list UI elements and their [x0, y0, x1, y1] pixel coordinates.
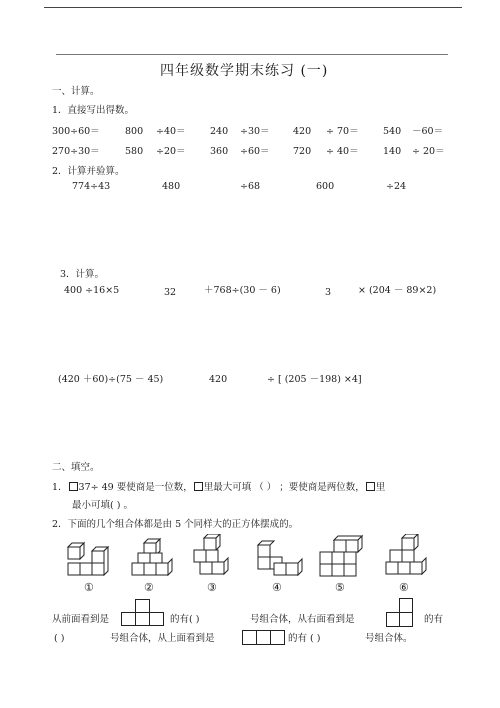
oral-cell: 420 [293, 126, 312, 137]
q3-item: ÷ [ (205 －198) ×4] [267, 374, 362, 385]
q2-label: 2．计算并验算。 [52, 166, 125, 177]
view-question-text: 从前面看到是 [52, 614, 110, 625]
figure-number: ② [144, 581, 154, 594]
fill-q1-number: 1． [52, 482, 68, 493]
oral-cell: ÷ 40＝ [326, 146, 359, 157]
view-question-text: 的有 ( ) [288, 633, 321, 644]
view-question-text: 号组合体，从右面看到是 [250, 614, 355, 625]
top-view-shape-icon [242, 630, 286, 646]
section1-heading: 一、计算。 [52, 86, 100, 97]
q3-item: 420 [209, 374, 228, 385]
figure-number: ⑥ [399, 581, 409, 594]
oral-cell: 270÷30＝ [52, 146, 100, 157]
view-question-text: ( ) [54, 633, 65, 644]
cube-figure-5 [316, 534, 368, 578]
view-question-text: 号组合体。 [365, 633, 413, 644]
oral-cell: 140 [383, 146, 402, 157]
q3-item: 400 ÷16×5 [64, 285, 120, 296]
oral-cell: ÷40＝ [156, 126, 186, 137]
q2-item: ÷68 [240, 181, 261, 192]
q3-label: 3．计算。 [60, 269, 105, 280]
answer-square-icon [366, 482, 375, 491]
cube-figure-1 [66, 537, 114, 579]
right-view-shape-icon [385, 598, 415, 628]
q2-item: 774÷43 [72, 181, 111, 192]
figure-number: ⑤ [335, 581, 345, 594]
answer-square-icon [194, 482, 203, 491]
fill-q1-text: 里最大可填 （ ） ；要使商是两位数， [203, 482, 365, 493]
q3-item: ＋768÷(30 － 6) [204, 285, 281, 296]
oral-cell: 240 [210, 126, 229, 137]
q2-item: 480 [162, 181, 181, 192]
cube-figure-4 [254, 537, 304, 579]
cube-figure-6 [382, 534, 434, 578]
fill-q1-text: 37÷ 49 要使商是一位数， [78, 482, 193, 493]
oral-cell: 800 [125, 126, 144, 137]
oral-cell: －60＝ [412, 126, 444, 137]
cube-figure-3 [190, 534, 238, 578]
q3-item: 32 [164, 287, 177, 298]
q3-item: 3 [325, 287, 332, 298]
oral-cell: ÷60＝ [240, 146, 270, 157]
q2-item: ÷24 [386, 181, 407, 192]
oral-cell: 540 [383, 126, 402, 137]
oral-cell: ÷30＝ [240, 126, 270, 137]
figure-number: ③ [207, 581, 217, 594]
q1-label: 1．直接写出得数。 [52, 105, 135, 116]
cube-figure-2 [128, 537, 176, 579]
top-rule [44, 7, 462, 8]
fill-q1-line2: 最小可填( ) 。 [72, 500, 133, 511]
oral-cell: 300÷60＝ [52, 126, 100, 137]
fill-q1-text: 里 [375, 482, 386, 493]
front-view-shape-icon [121, 599, 165, 627]
section2-heading: 二、填空。 [52, 462, 100, 473]
figure-number: ④ [272, 581, 282, 594]
q2-item: 600 [316, 181, 335, 192]
q3-item: × (204 － 89×2) [358, 285, 437, 296]
q3-item: (420 ＋60)÷(75 － 45) [58, 374, 164, 385]
oral-cell: 720 [293, 146, 312, 157]
oral-cell: 580 [125, 146, 144, 157]
view-question-text: 的有 [424, 614, 444, 625]
oral-cell: ÷ 70＝ [326, 126, 359, 137]
answer-square-icon [69, 482, 78, 491]
title-rule [56, 54, 448, 55]
fill-q1-line1 [52, 482, 385, 494]
oral-cell: ÷ 20＝ [412, 146, 445, 157]
page-title: 四年级数学期末练习 (一) [160, 63, 329, 79]
oral-cell: 360 [210, 146, 229, 157]
fill-q2-label: 2．下面的几个组合体都是由 5 个同样大的正方体摆成的。 [52, 519, 299, 530]
view-question-text: 的有( ) [170, 614, 200, 625]
figure-number: ① [84, 581, 94, 594]
oral-cell: ÷20＝ [156, 146, 186, 157]
view-question-text: 号组合体，从上面看到是 [110, 633, 215, 644]
